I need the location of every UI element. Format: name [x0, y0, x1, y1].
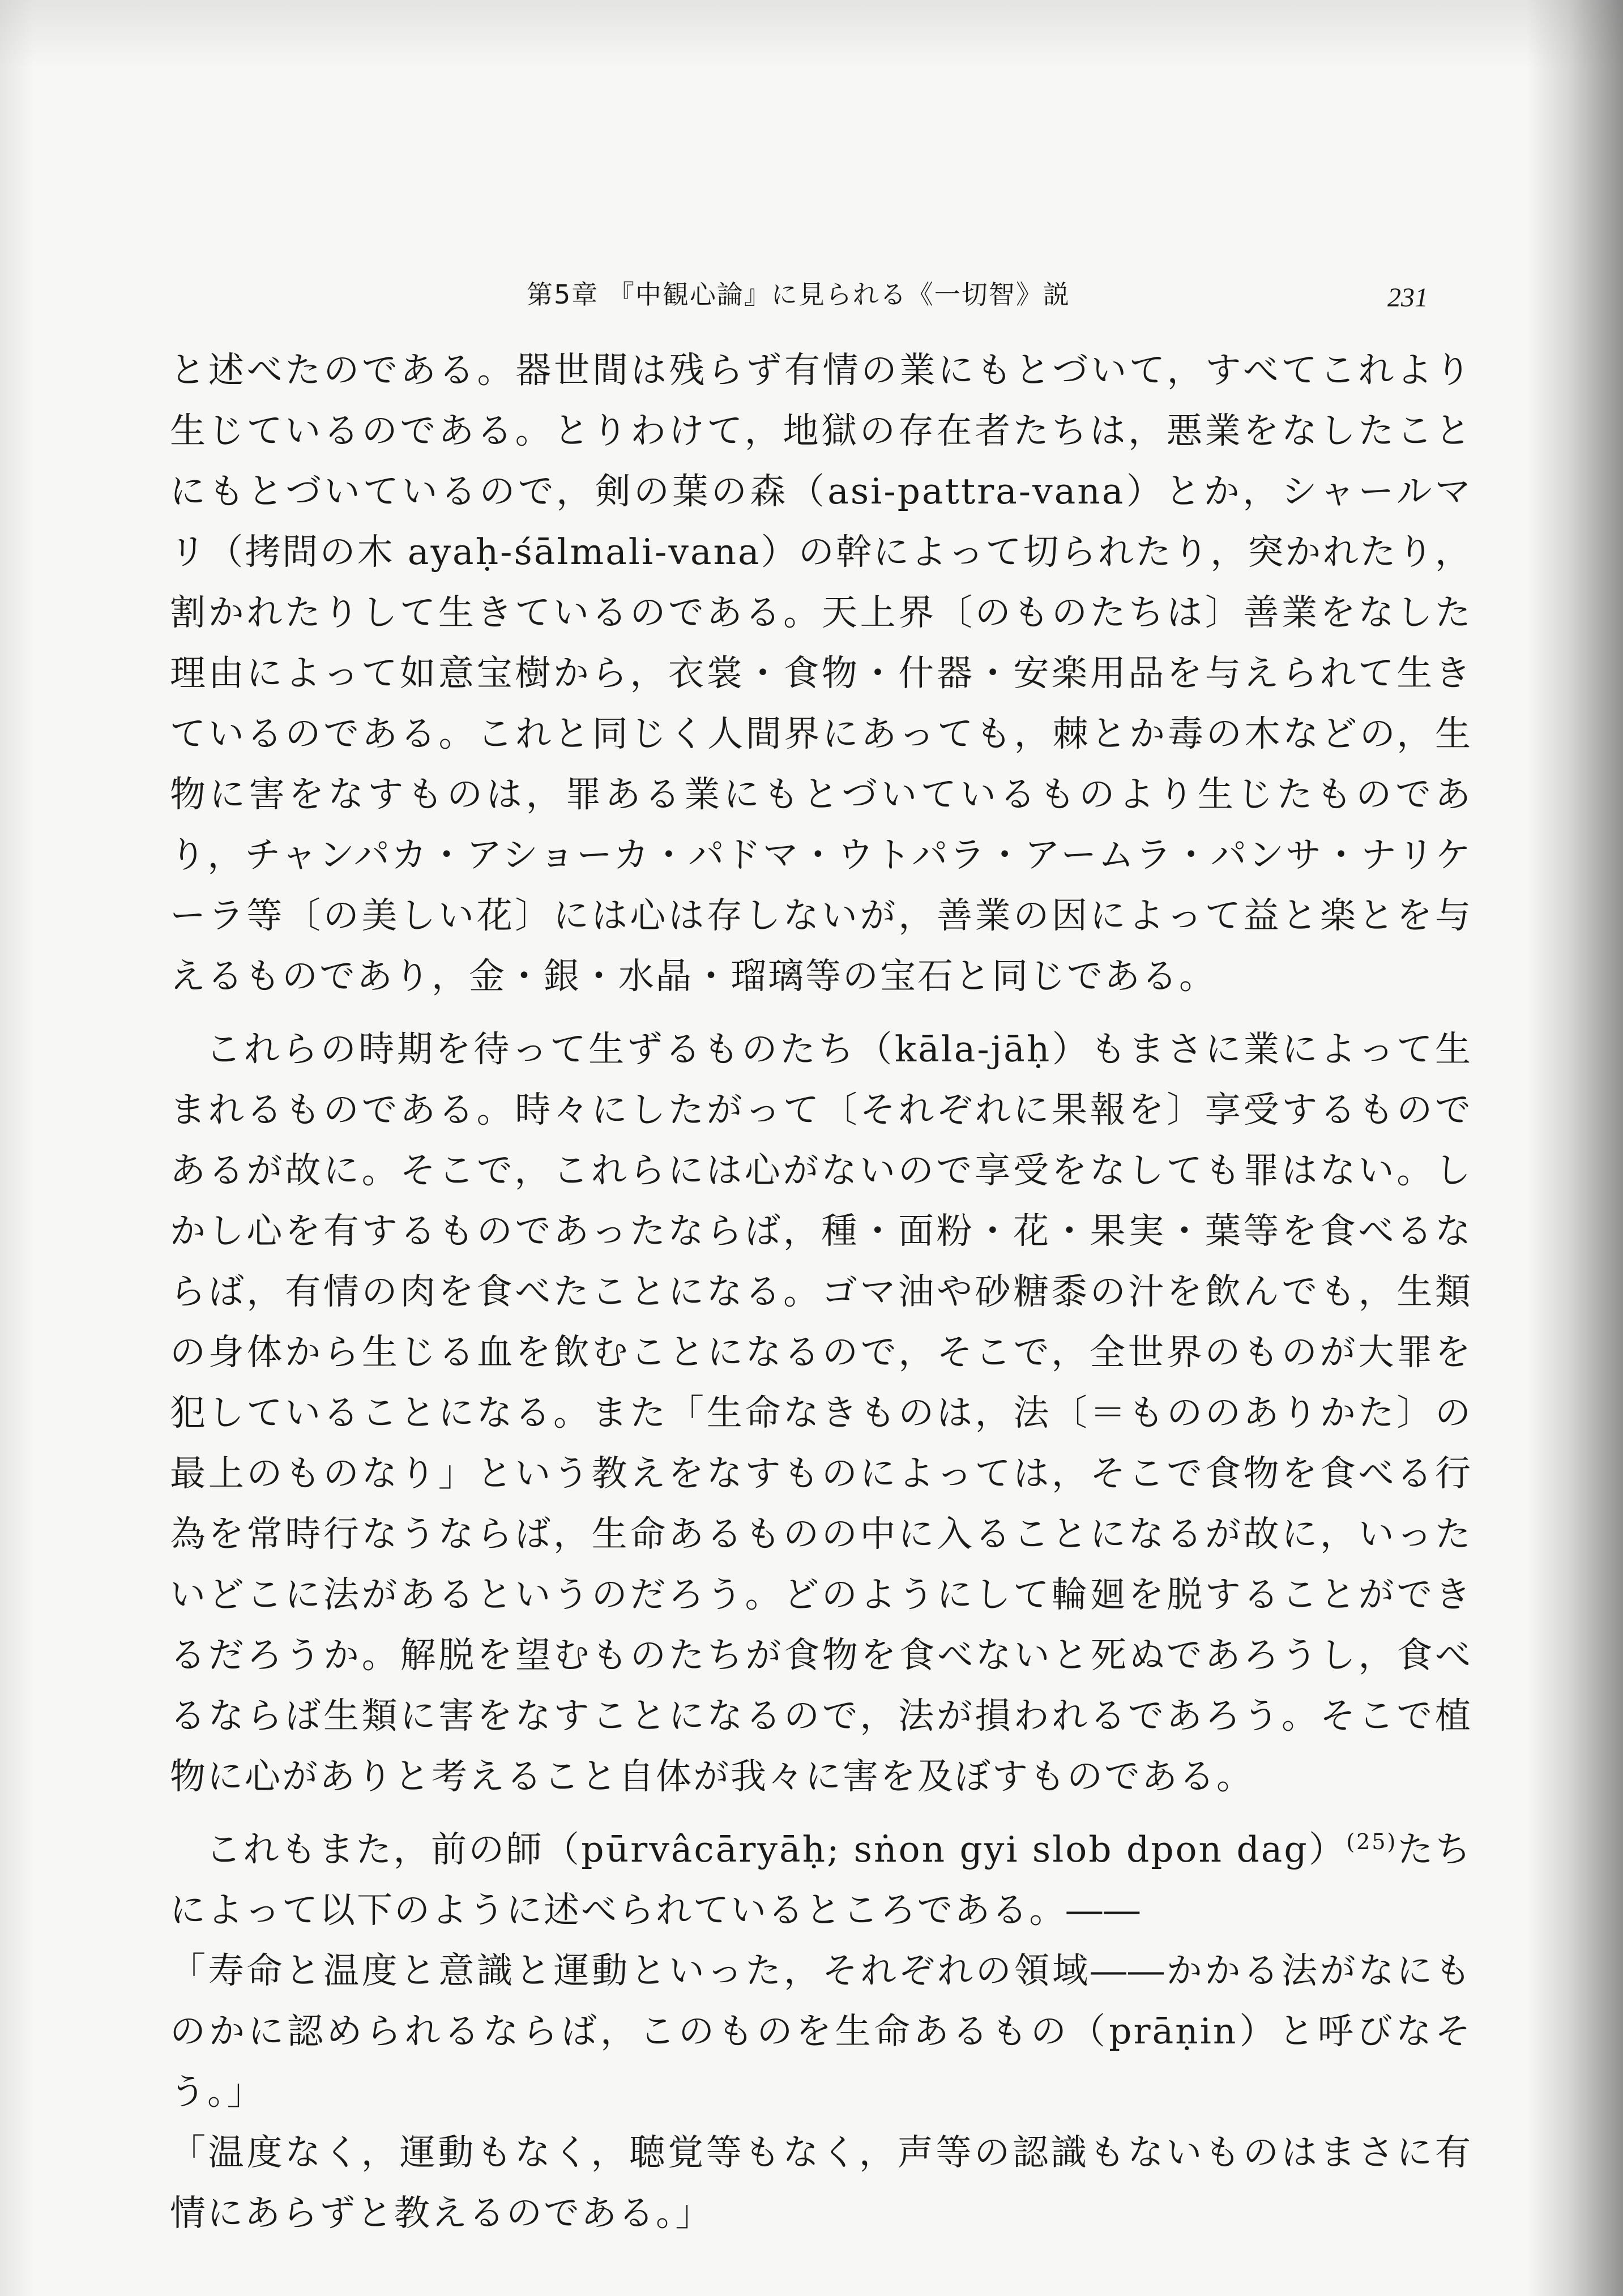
quotation-2: 「温度なく，運動もなく，聴覚等もなく，声等の認識もないものはまさに有情にあらずと教えるのである。」	[170, 2132, 1472, 2234]
paragraph-1: と述べたのである。器世間は残らず有情の業にもとづいて，すべてこれより生じているのである。とりわけて，地獄の存在者たちは，悪業をなしたことにもとづいているので，剣の葉の森（asi-pattra-vana）とか，シャールマリ（拷問の木 ayaḥ-śālmali-vana）の幹によって切られたり，突かれたり，割かれたりして生きているのである。天上界〔のものたちは〕善業をなした理由によって如意宝樹から，衣裳・食物・什器・安楽用品を与えられて生きているのである。これと同じく人間界にあっても，棘とか毒の木などの，生物に害をなすものは，罪ある業にもとづいているものより生じたものであり，チャンパカ・アショーカ・パドマ・ウトパラ・アームラ・パンサ・ナリケーラ等〔の美しい花〕には心は存しないが，善業の因によって益と楽とを与えるものであり，金・銀・水晶・瑠璃等の宝石と同じである。	[170, 349, 1472, 997]
quotation-1: 「寿命と温度と意識と運動といった，それぞれの領域――かかる法がなにものかに認められるならば，このものを生命あるもの（prāṇin）と呼びなそう。」	[170, 1950, 1472, 2113]
paragraph-2: これらの時期を待って生ずるものたち（kāla-jāḥ）もまさに業によって生まれるものである。時々にしたがって〔それぞれに果報を〕享受するものであるが故に。そこで，これらには心がないので享受をなしても罪はない。しかし心を有するものであったならば，種・面粉・花・果実・葉等を食べるならば，有情の肉を食べたことになる。ゴマ油や砂糖黍の汁を飲んでも，生類の身体から生じる血を飲むことになるので，そこで，全世界のものが大罪を犯していることになる。また「生命なきものは，法〔＝もののありかた〕の最上のものなり」という教えをなすものによっては，そこで食物を食べる行為を常時行なうならば，生命あるものの中に入ることになるが故に，いったいどこに法があるというのだろう。どのようにして輪廻を脱することができるだろうか。解脱を望むものたちが食物を食べないと死ぬであろうし，食べるならば生類に害をなすことになるので，法が損われるであろう。そこで植物に心がありと考えること自体が我々に害を及ぼすものである。	[170, 1028, 1472, 1797]
paragraph-3-text-a: これもまた，前の師（pūrvâcāryāḥ; sṅon gyi slob dpon dag）	[206, 1829, 1347, 1870]
page-number: 231	[1387, 283, 1428, 313]
running-header: 第5章 『中観心論』に見られる《一切智》説	[527, 279, 1070, 310]
paragraph-3	[170, 1819, 1472, 1940]
scan-edge-shadow	[1527, 0, 1623, 2296]
scan-left-shading	[0, 0, 34, 2296]
paragraph-3-text-b: たちによって以下のように述べられているところである。――	[170, 1829, 1472, 1931]
footnote-reference: (25)	[1346, 1829, 1398, 1854]
body-text	[170, 340, 1472, 2243]
scan-top-shading	[0, 0, 1623, 68]
